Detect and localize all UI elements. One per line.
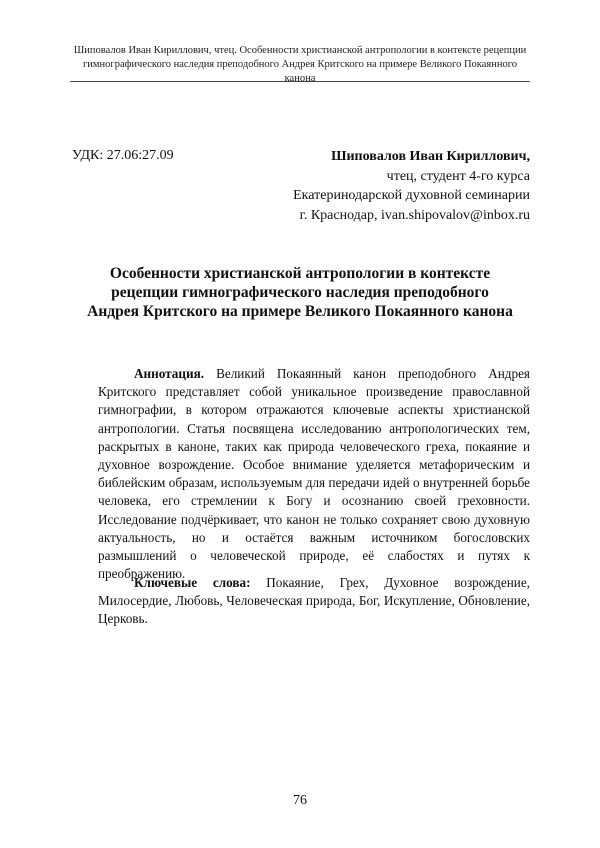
title-line-2: рецепции гимнографического наследия преподобного	[111, 284, 489, 301]
article-title	[60, 264, 540, 321]
author-location-email: г. Краснодар, ivan.shipovalov@inbox.ru	[299, 207, 530, 223]
title-line-3: Андрея Критского на примере Великого Покаянного канона	[87, 303, 513, 320]
abstract-label: Аннотация.	[134, 366, 205, 381]
header-divider	[70, 81, 530, 82]
running-head-line-2: гимнографического наследия преподобного Андрея Критского на примере Великого Покаянного канона	[82, 59, 518, 84]
keywords-label: Ключевые слова:	[134, 575, 251, 590]
author-institution: Екатеринодарской духовной семинарии	[293, 188, 530, 203]
running-head	[70, 44, 530, 86]
keywords-text: Покаяние, Грех, Духовное возрождение, Милосердие, Любовь, Человеческая природа, Бог, Искупление, Обновление, Церковь.	[98, 575, 530, 627]
author-block	[230, 147, 530, 225]
udk-code: УДК: 27.06:27.09	[72, 148, 174, 163]
running-head-line-1: Шиповалов Иван Кириллович, чтец. Особенности христианской антропологии в контексте рецепции	[73, 45, 527, 56]
author-role: чтец, студент 4-го курса	[386, 168, 530, 184]
abstract-text: Великий Покаянный канон преподобного Андрея Критского представляет собой уникальное произведение православной гимнографии, в котором отражаются ключевые аспекты христианской антропологии. Статья посвящена исследованию антропологических тем, раскрытых в каноне, таких как природа человеческого греха, покаяние и духовное возрождение. Особое внимание уделяется метафорическим и библейским образам, используемым для передачи идей о внутренней борьбе человека, его стремлении к Богу и осознанию своей греховности. Исследование подчёркивает, что канон не только сохраняет свою духовную актуальность, но и остаётся важным источником богословских размышлений о человеческой природе, её слабостях и путях к преображению.	[98, 366, 530, 582]
title-line-1: Особенности христианской антропологии в контексте	[109, 265, 491, 282]
abstract-paragraph	[98, 365, 530, 583]
keywords-paragraph	[98, 574, 530, 629]
author-name: Шиповалов Иван Кириллович,	[331, 149, 530, 164]
page-number: 76	[293, 793, 307, 808]
